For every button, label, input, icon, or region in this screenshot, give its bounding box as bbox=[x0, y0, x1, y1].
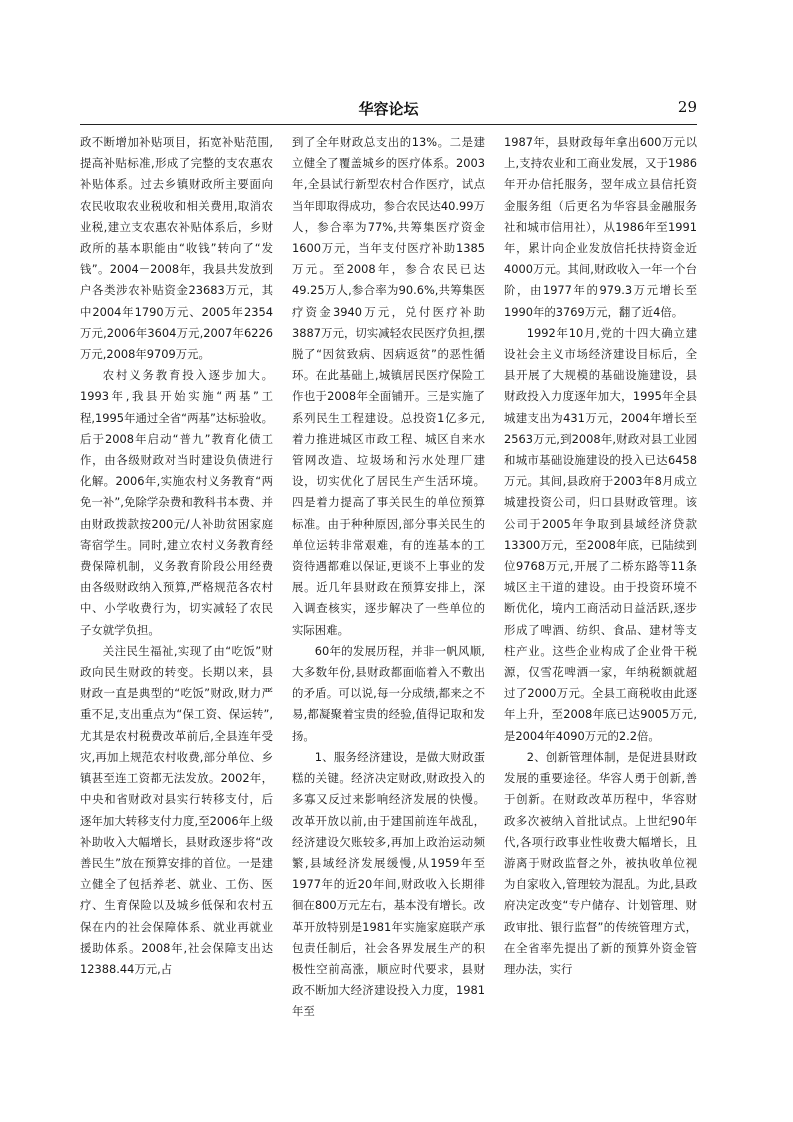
paragraph: 60年的发展历程，并非一帆风顺,大多数年份,县财政都面临着入不敷出的矛盾。可以说,每一分成绩,都来之不易,都凝聚着宝贵的经验,值得记取和发扬。 bbox=[292, 643, 485, 743]
journal-title: 华容论坛 bbox=[358, 100, 419, 118]
column-2 bbox=[292, 132, 485, 1062]
paragraph: 1992年10月,党的十四大确立建设社会主义市场经济建设目标后，全县开展了大规模的基础设施建设，县财政投入力度逐年加大，1995年全县城建支出为431万元，2004年增长至2563万元,到2008年,财政对县工业园和城市基础设施建设的投入已达6458万元。其间,县政府于2003年8月成立城建投资公司，归口县财政管理。该公司于2005年争取到县域经济贷款13300万元，至2008年底，已陆续到位9768万元,开展了二桥东路等11条城区主干道的建设。由于投资环境不断优化，境内工商活动日益活跃,逐步形成了啤酒、纺织、食品、建材等支柱产业。这些企业构成了企业骨干税源，仅雪花啤酒一家，年纳税额就超过了2000万元。全县工商税收由此逐年上升，至2008年底已达9005万元,是2004年4090万元的2.2倍。 bbox=[504, 325, 697, 743]
paragraph: 农村义务教育投入逐步加大。1993年,我县开始实施“两基”工程,1995年通过全省“两基”达标验收。后于2008年启动“普九”教育化债工作，由各级财政对当时建设负债进行化解。2006年,实施农村义务教育“两免一补”,免除学杂费和教科书本费、并由财政拨款按200元/人补助贫困家庭寄宿学生。同时,建立农村义务教育经费保障机制，义务教育阶段公用经费由各级财政纳入预算,严格规范各农村中、小学收费行为，切实减轻了农民子女就学负担。 bbox=[80, 368, 273, 637]
header-rule bbox=[80, 124, 697, 125]
column-1 bbox=[80, 132, 273, 1062]
paragraph: 1987年，县财政每年拿出600万元以上,支持农业和工商业发展，又于1986年开办信托服务，翌年成立县信托资金服务组（后更名为华容县金融服务社和城市信用社），从1986年至1991年，累计向企业发放信托扶持资金近4000万元。其间,财政收入一年一个台阶，由1977年的979.3万元增长至1990年的3769万元，翻了近4倍。 bbox=[504, 135, 697, 319]
paragraph: 1、服务经济建设，是做大财政蛋糕的关键。经济决定财政,财政投入的多寡又反过来影响经济发展的快慢。改革开放以前,由于建国前连年战乱，经济建设欠账较多,再加上政治运动频繁,县域经济发展缓慢,从1959年至1977年的近20年间,财政收入长期徘徊在800万元左右，基本没有增长。改革开放特别是1981年实施家庭联产承包责任制后，社会各界发展生产的积极性空前高涨，顺应时代要求，县财政不断加大经济建设投入力度，1981年至 bbox=[292, 749, 485, 1019]
running-header bbox=[80, 94, 697, 120]
column-3 bbox=[504, 132, 697, 1062]
paragraph: 2、创新管理体制，是促进县财政发展的重要途径。华容人勇于创新,善于创新。在财政改革历程中，华容财政多次被纳入首批试点。上世纪90年代,各项行政事业性收费大幅增长，且游离于财政监督之外，被执收单位视为自家收入,管理较为混乱。为此,县政府决定改变“专户储存、计划管理、财政审批、银行监督”的传统管理方式，在全省率先提出了新的预算外资金管理办法，实行 bbox=[504, 749, 697, 976]
paragraph: 到了全年财政总支出的13%。二是建立健全了覆盖城乡的医疗体系。2003年,全县试行新型农村合作医疗，试点当年即取得成功，参合农民达40.99万人，参合率为77%,共筹集医疗资金1600万元，当年支付医疗补助1385万元。至2008年，参合农民已达49.25万人,参合率为90.6%,共筹集医疗资金3940万元，兑付医疗补助3887万元，切实减轻农民医疗负担,摆脱了“因贫致病、因病返贫”的恶性循环。在此基础上,城镇居民医疗保险工作也于2008年全面铺开。三是实施了系列民生工程建设。总投资1亿多元,着力推进城区市政工程、城区自来水管网改造、垃圾场和污水处理厂建设，切实优化了居民生产生活环境。四是着力提高了事关民生的单位预算标准。由于种种原因,部分事关民生的单位运转非常艰难，有的连基本的工资待遇都难以保证,更谈不上事业的发展。近几年县财政在预算安排上，深入调查核实，逐步解决了一些单位的实际困难。 bbox=[292, 135, 485, 637]
page-number: 29 bbox=[677, 98, 697, 116]
paragraph: 关注民生福祉,实现了由“吃饭”财政向民生财政的转变。长期以来，县财政一直是典型的“吃饭”财政,财力严重不足,支出重点为“保工资、保运转”,尤其是农村税费改革前后,全县连年受灾,再加上规范农村收费,部分单位、乡镇甚至连工资都无法发放。2002年，中央和省财政对县实行转移支付，后逐年加大转移支付力度,至2006年上级补助收入大幅增长，县财政逐步将“改善民生”放在预算安排的首位。一是建立健全了包括养老、就业、工伤、医疗、生育保险以及城乡低保和农村五保在内的社会保障体系、就业再就业援助体系。2008年,社会保障支出达12388.44万元,占 bbox=[80, 643, 273, 976]
body-columns bbox=[80, 132, 697, 1062]
paragraph: 政不断增加补贴项目，拓宽补贴范围,提高补贴标准,形成了完整的支农惠农补贴体系。过去乡镇财政所主要面向农民收取农业税收和相关费用,取消农业税,建立支农惠农补贴体系后，乡财政所的基本职能由“收钱”转向了“发钱”。2004－2008年，我县共发放到户各类涉农补贴资金23683万元，其中2004年1790万元、2005年2354万元,2006年3604万元,2007年6226万元,2008年9709万元。 bbox=[80, 135, 273, 362]
